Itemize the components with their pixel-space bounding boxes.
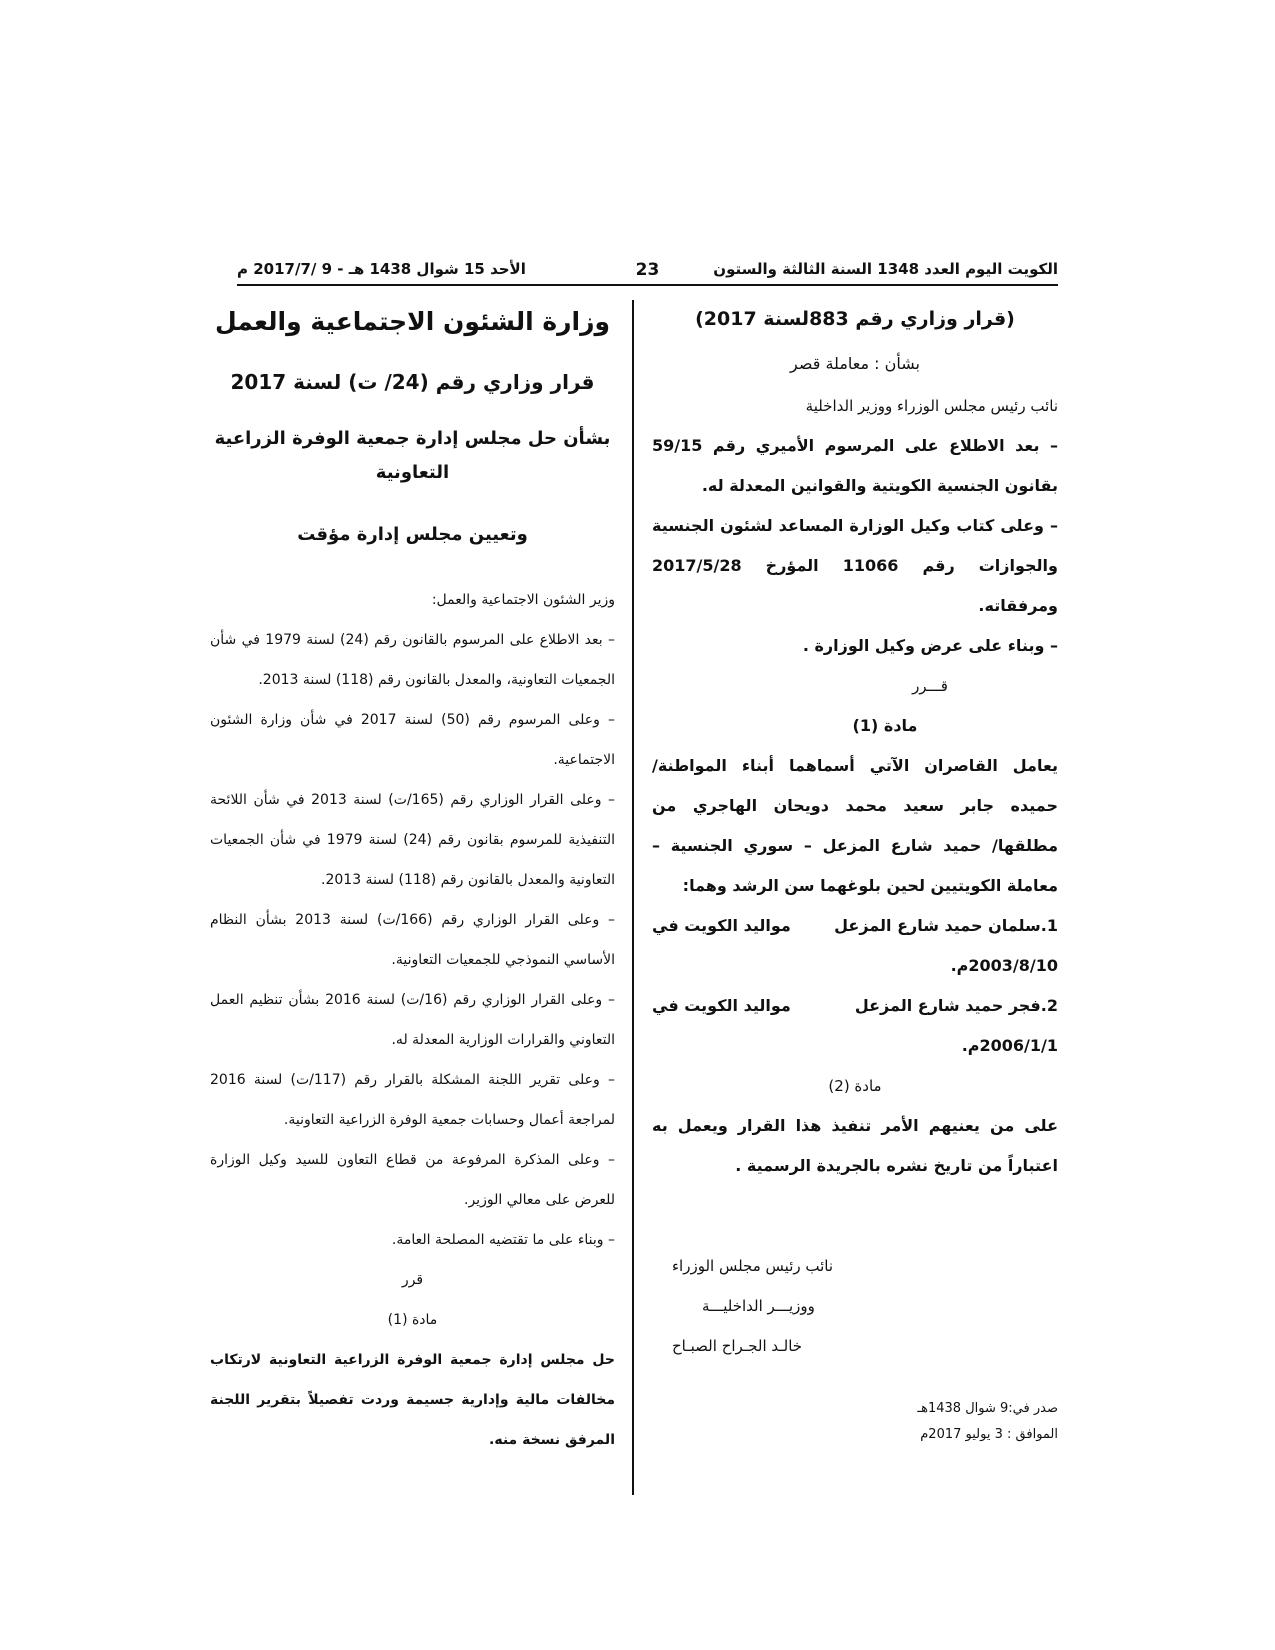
article-2-heading: مادة (2) [828, 1077, 882, 1095]
signature-title-2: ووزيـــر الداخليـــة [702, 1297, 815, 1315]
left-column [210, 302, 615, 1460]
gazette-issue-info: الكويت اليوم العدد 1348 السنة الثالثة والستون [713, 260, 1058, 278]
person-2-row [652, 986, 1058, 1026]
decision-24-title: قرار وزاري رقم (24/ ت) لسنة 2017 [230, 370, 595, 394]
decision-883-subject: بشأن : معاملة قصر [790, 354, 920, 373]
person-2-name: 2.فجر حميد شارع المزعل [854, 996, 1058, 1015]
recital: – وعلى المرسوم رقم (50) لسنة 2017 في شأن وزارة الشئون الاجتماعية. [210, 712, 615, 768]
recital: – وبناء على عرض وكيل الوزارة . [802, 636, 1058, 655]
signature-title-1: نائب رئيس مجلس الوزراء [672, 1257, 834, 1275]
page-header [237, 258, 1058, 286]
article-1-text: يعامل القاصران الآتي أسماهما أبناء المواطنة/ حميده جابر سعيد محمد دويحان الهاجري من مطلقها/ حميد شارع المزعل – سوري الجنسية – معاملة الكويتيين لحين بلوغهما سن الرشد وهما: [652, 756, 1058, 895]
decision-24-issuer: وزير الشئون الاجتماعية والعمل: [431, 592, 615, 608]
decision-883-issuer: نائب رئيس مجلس الوزراء ووزير الداخلية [805, 397, 1058, 415]
corresponding-date: الموافق : 3 يوليو 2017م [920, 1427, 1058, 1442]
recital: – وعلى القرار الوزاري رقم (16/ت) لسنة 2016 بشأن تنظيم العمل التعاوني والقرارات الوزارية المعدلة له. [210, 992, 615, 1048]
recital: – بعد الاطلاع على المرسوم بالقانون رقم (24) لسنة 1979 في شأن الجمعيات التعاونية، والمعدل بالقانون رقم (118) لسنة 2013. [210, 632, 615, 688]
person-1-birthplace: مواليد الكويت في [652, 916, 791, 935]
recital: – وعلى المذكرة المرفوعة من قطاع التعاون للسيد وكيل الوزارة للعرض على معالي الوزير. [210, 1152, 615, 1208]
signature-name: خالـد الجـراح الصبـاح [672, 1337, 803, 1355]
recital: – بعد الاطلاع على المرسوم الأميري رقم 59/15 بقانون الجنسية الكويتية والقوانين المعدلة له. [652, 436, 1058, 495]
person-2-birthplace: مواليد الكويت في [652, 996, 791, 1015]
decision-883-title: (قرار وزاري رقم 883لسنة 2017) [695, 308, 1015, 330]
person-1-name: 1.سلمان حميد شارع المزعل [834, 916, 1058, 935]
recital: – وعلى القرار الوزاري رقم (165/ت) لسنة 2013 في شأن اللائحة التنفيذية للمرسوم بقانون رقم (24) لسنة 1979 في شأن الجمعيات التعاونية والمعدل بالقانون رقم (118) لسنة 2013. [210, 792, 616, 888]
person-1-row [652, 906, 1058, 946]
signature-block [652, 1246, 1058, 1366]
decision-24-subject-line-1: بشأن حل مجلس إدارة جمعية الوفرة الزراعية التعاونية [214, 428, 611, 483]
article-1-heading: مادة (1) [387, 1312, 438, 1328]
article-2-text: على من يعنيهم الأمر تنفيذ هذا القرار ويعمل به اعتباراً من تاريخ نشره بالجريدة الرسمية . [652, 1116, 1058, 1175]
decided-heading: قـــرر [912, 677, 948, 695]
recital: – وعلى تقرير اللجنة المشكلة بالقرار رقم (117/ت) لسنة 2016 لمراجعة أعمال وحسابات جمعية الوفرة الزراعية التعاونية. [210, 1072, 615, 1128]
recital: – وعلى كتاب وكيل الوزارة المساعد لشئون الجنسية والجوازات رقم 11066 المؤرخ 2017/5/28 ومرفقاته. [652, 516, 1058, 615]
page-number: 23 [635, 260, 660, 280]
publication-date: الأحد 15 شوال 1438 هـ - 9 /2017/7 م [237, 260, 526, 278]
right-column [652, 302, 1058, 1448]
decided-heading: قرر [401, 1272, 424, 1288]
ministry-title: وزارة الشئون الاجتماعية والعمل [214, 307, 611, 336]
person-1-date: 2003/8/10م. [950, 956, 1058, 975]
article-1-heading: مادة (1) [852, 716, 918, 735]
article-1-text: حل مجلس إدارة جمعية الوفرة الزراعية التعاونية لارتكاب مخالفات مالية وإدارية جسيمة وردت تفصيلاً بتقرير اللجنة المرفق نسخة منه. [210, 1352, 615, 1448]
decision-24-subject-line-2: وتعيين مجلس إدارة مؤقت [297, 524, 528, 545]
column-divider [632, 300, 634, 1495]
person-2-date: 2006/1/1م. [961, 1036, 1058, 1055]
recital: – وعلى القرار الوزاري رقم (166/ت) لسنة 2013 بشأن النظام الأساسي النموذجي للجمعيات التعاونية. [210, 912, 615, 968]
recital: – وبناء على ما تقتضيه المصلحة العامة. [391, 1232, 615, 1248]
issued-date: صدر في:9 شوال 1438هـ [917, 1401, 1058, 1416]
